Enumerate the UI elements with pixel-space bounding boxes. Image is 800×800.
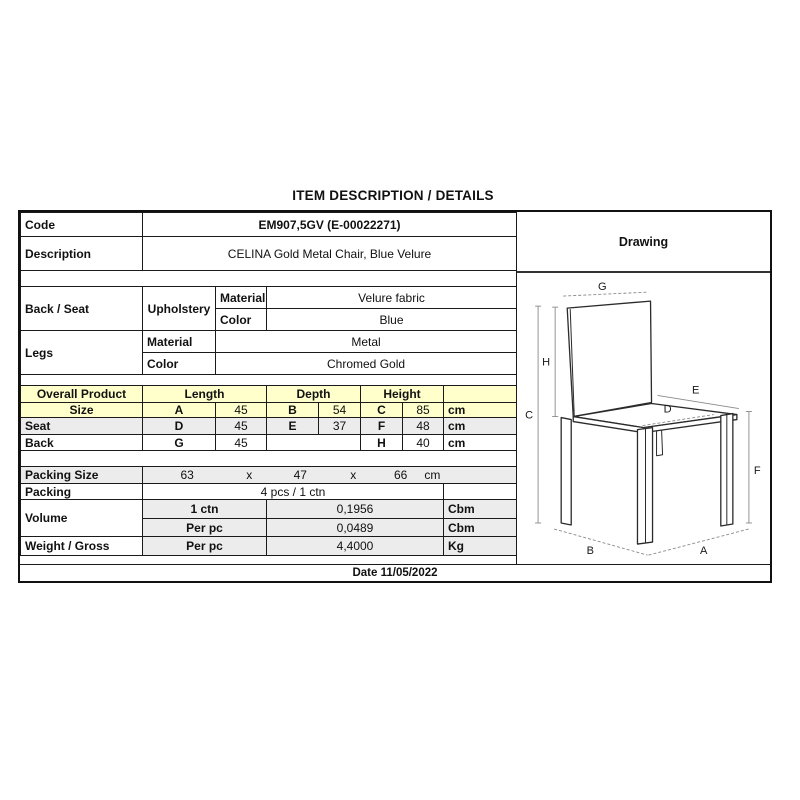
seat-row-label: Seat bbox=[21, 418, 143, 435]
volume-label: Volume bbox=[21, 500, 143, 537]
spacer-row bbox=[21, 271, 517, 287]
drawing-area bbox=[517, 273, 770, 564]
dim-label-e: E bbox=[692, 384, 700, 397]
packing-size-part: 66 bbox=[394, 468, 408, 482]
dim-val-h: 40 bbox=[403, 435, 444, 451]
spacer-row bbox=[21, 375, 517, 386]
legs-material-key: Material bbox=[143, 331, 216, 353]
dim-label-f: F bbox=[753, 464, 761, 477]
dim-val-b: 54 bbox=[319, 403, 361, 418]
spacer-row bbox=[21, 451, 517, 467]
dim-label-d: D bbox=[663, 403, 672, 416]
volume-row2-unit: Cbm bbox=[444, 519, 517, 537]
legs-material-value: Metal bbox=[216, 331, 517, 353]
unit-header-empty bbox=[444, 386, 517, 403]
packing-size-value bbox=[143, 467, 517, 484]
back-row-label: Back bbox=[21, 435, 143, 451]
dim-label-g: G bbox=[598, 281, 607, 294]
packing-empty-cell bbox=[444, 484, 517, 500]
depth-header: Depth bbox=[267, 386, 361, 403]
dim-label-b: B bbox=[586, 545, 594, 558]
bs-material-value: Velure fabric bbox=[267, 287, 517, 309]
spec-table bbox=[18, 210, 772, 583]
page-title: ITEM DESCRIPTION / DETAILS bbox=[292, 188, 494, 203]
dim-key-g: G bbox=[143, 435, 216, 451]
description-value: CELINA Gold Metal Chair, Blue Velure bbox=[143, 237, 517, 271]
dim-key-e: E bbox=[267, 418, 319, 435]
height-header: Height bbox=[361, 386, 444, 403]
packing-size-part: x bbox=[350, 468, 357, 482]
dim-key-a: A bbox=[143, 403, 216, 418]
chair-drawing bbox=[517, 273, 770, 564]
bs-color-key: Color bbox=[216, 309, 267, 331]
weight-unit: Kg bbox=[444, 537, 517, 556]
dim-key-b: B bbox=[267, 403, 319, 418]
chair-leg-left bbox=[561, 418, 571, 525]
code-label: Code bbox=[21, 213, 143, 237]
dim-val-g: 45 bbox=[216, 435, 267, 451]
dim-line-a bbox=[649, 529, 749, 558]
packing-label: Packing bbox=[21, 484, 143, 500]
bs-color-value: Blue bbox=[267, 309, 517, 331]
packing-value: 4 pcs / 1 ctn bbox=[143, 484, 444, 500]
overall-size-label-line2: Size bbox=[21, 403, 143, 418]
dim-line-b bbox=[554, 529, 647, 558]
legs-color-key: Color bbox=[143, 353, 216, 375]
volume-row2-value: 0,0489 bbox=[267, 519, 444, 537]
dim-key-c: C bbox=[361, 403, 403, 418]
seat-unit: cm bbox=[444, 418, 517, 435]
date-value: Date 11/05/2022 bbox=[352, 567, 438, 580]
packing-size-unit: cm bbox=[424, 468, 441, 482]
chair-back-panel bbox=[567, 301, 651, 416]
details-pane bbox=[20, 212, 516, 564]
packing-size-label: Packing Size bbox=[21, 467, 143, 484]
date-row bbox=[20, 564, 770, 581]
dim-val-d: 45 bbox=[216, 418, 267, 435]
upholstery-label: Upholstery bbox=[143, 287, 216, 331]
volume-row1-unit: Cbm bbox=[444, 500, 517, 519]
drawing-pane bbox=[516, 212, 770, 564]
back-seat-label: Back / Seat bbox=[21, 287, 143, 331]
dim-val-e: 37 bbox=[319, 418, 361, 435]
description-label: Description bbox=[21, 237, 143, 271]
dim-val-a: 45 bbox=[216, 403, 267, 418]
chair-rear-leg bbox=[657, 430, 663, 456]
dim-val-f: 48 bbox=[403, 418, 444, 435]
chair-leg-front bbox=[637, 428, 652, 544]
packing-size-part: 47 bbox=[293, 468, 307, 482]
weight-value: 4,4000 bbox=[267, 537, 444, 556]
dim-label-a: A bbox=[700, 545, 708, 558]
dim-label-c: C bbox=[525, 409, 534, 422]
weight-key: Per pc bbox=[143, 537, 267, 556]
length-header: Length bbox=[143, 386, 267, 403]
overall-unit: cm bbox=[444, 403, 517, 418]
legs-label: Legs bbox=[21, 331, 143, 375]
volume-row1-key: 1 ctn bbox=[143, 500, 267, 519]
packing-size-part: x bbox=[246, 468, 253, 482]
details-table bbox=[20, 212, 517, 556]
dim-key-f: F bbox=[361, 418, 403, 435]
volume-row2-key: Per pc bbox=[143, 519, 267, 537]
bs-material-key: Material bbox=[216, 287, 267, 309]
code-value: EM907,5GV (E-00022271) bbox=[143, 213, 517, 237]
back-unit: cm bbox=[444, 435, 517, 451]
back-depth-empty bbox=[267, 435, 361, 451]
packing-size-part: 63 bbox=[180, 468, 194, 482]
legs-color-value: Chromed Gold bbox=[216, 353, 517, 375]
dim-key-d: D bbox=[143, 418, 216, 435]
overall-size-label-line1: Overall Product bbox=[21, 386, 143, 403]
drawing-title: Drawing bbox=[517, 212, 770, 273]
dim-val-c: 85 bbox=[403, 403, 444, 418]
weight-label: Weight / Gross bbox=[21, 537, 143, 556]
dim-label-h: H bbox=[542, 356, 551, 369]
volume-row1-value: 0,1956 bbox=[267, 500, 444, 519]
dim-key-h: H bbox=[361, 435, 403, 451]
